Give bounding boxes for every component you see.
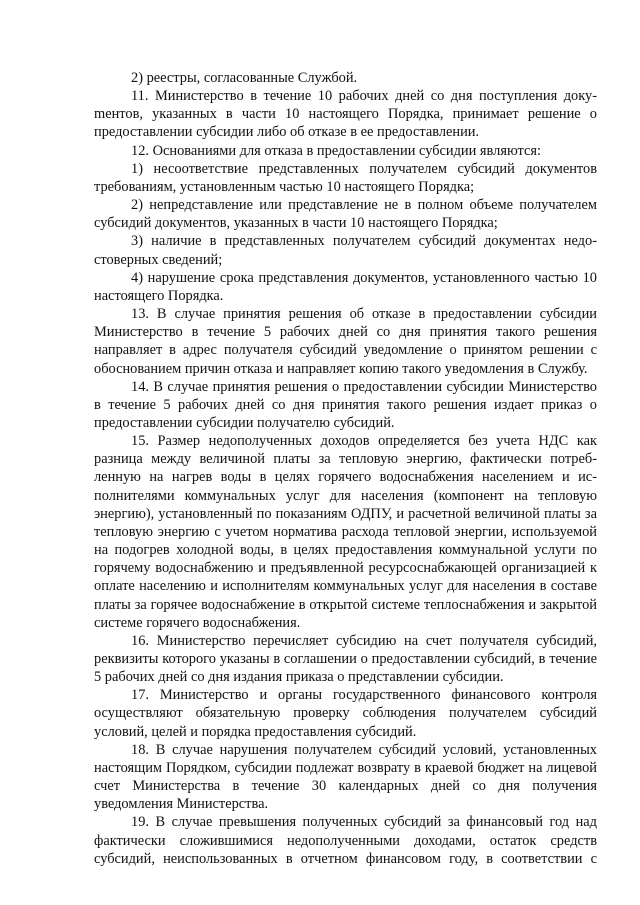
clause-12-item-1: 1) несоответствие представленных получателем субсидий документов требованиям, установленным частью 10 настоящего Порядка; (94, 160, 597, 195)
clause-12-item-3: 3) наличие в представленных получателем субсидий документах недостоверных сведений; (94, 233, 597, 268)
document-page (94, 69, 597, 868)
clause-12-item-4: 4) нарушение срока представления документов, установленного частью 10 настоящего Порядка. (94, 269, 597, 304)
clause-13: 13. В случае принятия решения об отказе в предоставлении субсидии Министерство в течение 5 рабочих дней со дня принятия такого решения направляет в адрес получателя субсидий уведомление о принятом решении с обоснованием причин отказа и направляет копию такого уведомления в Службу. (94, 306, 597, 377)
clause-15: 15. Размер недополученных доходов определяется без учета НДС как разница между величиной платы за тепловую энергию, фактически потребленную на нагрев воды в целях горячего водоснабжения населением и исполнителями коммунальных услуг для населения (компонент на тепловую энергию), установленный по показаниям ОДПУ, и расчетной величиной платы за тепловую энергию с учетом норматива расхода тепловой энергии, используемой на подогрев холодной воды, в целях предоставления коммунальной услуги по горячему водоснабжению и предъявленной ресурсоснабжающей организацией к оплате населению и исполнителям коммунальных услуг для населения в составе платы за горячее водоснабжение в открытой системе теплоснабжения и закрытой системе горячего водоснабжения. (94, 433, 597, 631)
list-item-registries: 2) реестры, согласованные Службой. (131, 70, 358, 86)
clause-19: 19. В случае превышения полученных субсидий за финансовый год над фактически сложившимися недополученными доходами, остаток средств субсидий, неиспользованных в отчетном финансовом году, в соответствии с (94, 814, 597, 867)
clause-14: 14. В случае принятия решения о предоставлении субсидии Министерство в течение 5 рабочих дней со дня принятия такого решения издает приказ о предоставлении субсидии получателю субсидий. (94, 378, 597, 431)
clause-12: 12. Основаниями для отказа в предоставлении субсидии являются: (131, 142, 541, 159)
clause-18: 18. В случае нарушения получателем субсидий условий, установленных настоящим Порядком, субсидии подлежат возврату в краевой бюджет на лицевой счет Министерства в течение 30 календарных дней со дня получения уведомления Министерства. (94, 741, 597, 813)
clause-11: 11. Министерство в течение 10 рабочих дней со дня поступления докуmентов, указанных в части 10 настоящего Порядка, принимает решение о предоставлении субсидии либо об отказе в ее предоставлении. (94, 88, 597, 141)
clause-12-item-2: 2) непредставление или представление не в полном объеме получателем субсидий документов, указанных в части 10 настоящего Порядка; (94, 197, 597, 232)
clause-16: 16. Министерство перечисляет субсидию на счет получателя субсидий, реквизиты которого указаны в соглашении о предоставлении субсидий, в течение 5 рабочих дней со дня издания приказа о представлении субсидии. (94, 632, 597, 686)
clause-17: 17. Министерство и органы государственного финансового контроля осуществляют обязательную проверку соблюдения получателем субсидий условий, целей и порядка предоставления субсидий. (94, 687, 597, 740)
